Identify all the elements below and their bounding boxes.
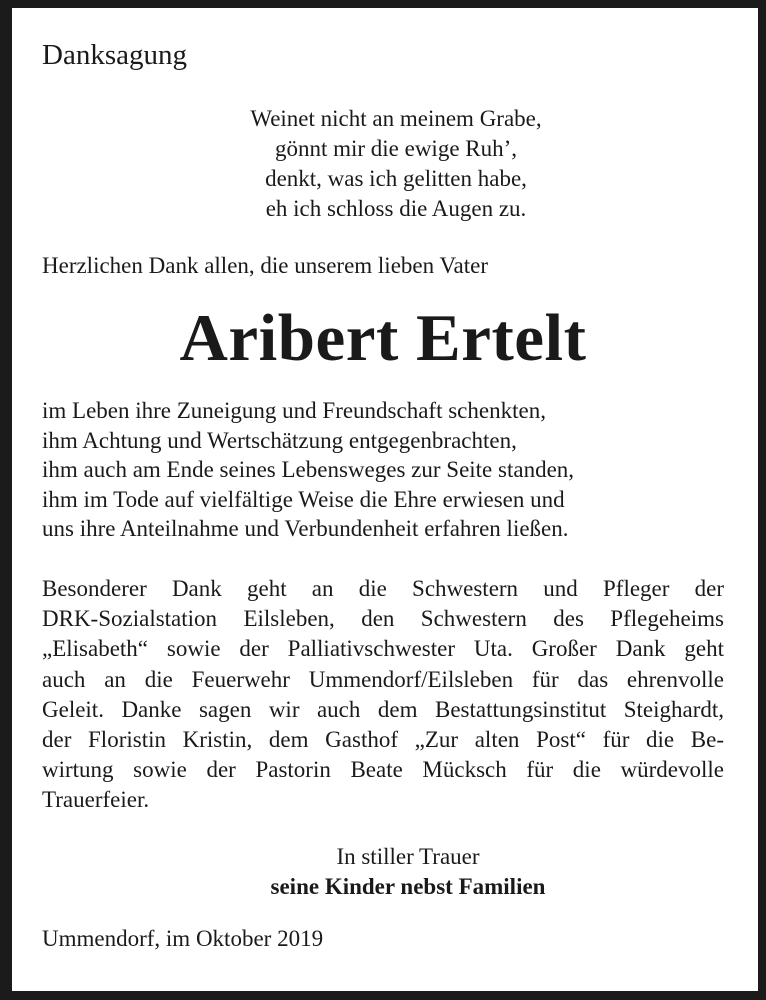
paragraph-line: wirtung sowie der Pastorin Beate Mücksch für die würdevolle <box>42 757 724 783</box>
paragraph-line: ihm Achtung und Wertschätzung entgegenbrachten, <box>42 427 517 453</box>
signature: seine Kinder nebst Familien <box>270 874 546 899</box>
paragraph-line: DRK-Sozialstation Eilsleben, den Schwestern des Pflegeheims <box>42 606 724 632</box>
paragraph-line: Geleit. Danke sagen wir auch dem Bestattungsinstitut Steighardt, <box>42 696 724 722</box>
paragraph-line: ihm im Tode auf vielfältige Weise die Ehre erwiesen und <box>42 486 565 512</box>
poem-line: Weinet nicht an meinem Grabe, <box>250 106 542 131</box>
closing-block <box>42 842 724 902</box>
deceased-name: Aribert Ertelt <box>179 301 587 375</box>
poem-line: gönnt mir die ewige Ruh’, <box>274 136 518 161</box>
paragraph-line: ihm auch am Ende seines Lebensweges zur Seite standen, <box>42 457 575 482</box>
paragraph-line: Besonderer Dank geht an die Schwestern und Pfleger der <box>42 576 724 601</box>
paragraph-line: „Elisabeth“ sowie der Palliativschwester Uta. Großer Dank geht <box>42 636 724 662</box>
poem <box>42 104 724 224</box>
thanks-paragraph <box>42 396 724 544</box>
special-thanks-paragraph <box>42 574 724 816</box>
paragraph-line: im Leben ihre Zuneigung und Freundschaft schenkten, <box>42 398 546 423</box>
paragraph-line: uns ihre Anteilnahme und Verbundenheit erfahren ließen. <box>42 516 569 541</box>
poem-line: denkt, was ich gelitten habe, <box>265 166 527 191</box>
notice-heading: Danksagung <box>42 39 187 71</box>
intro-text: Herzlichen Dank allen, die unserem lieben Vater <box>42 253 488 278</box>
paragraph-line: auch an die Feuerwehr Ummendorf/Eilsleben für das ehrenvolle <box>42 666 724 692</box>
place-date: Ummendorf, im Oktober 2019 <box>42 926 324 951</box>
poem-line: eh ich schloss die Augen zu. <box>265 196 527 221</box>
closing-line: In stiller Trauer <box>336 844 480 869</box>
paragraph-line: Trauerfeier. <box>42 787 150 813</box>
paragraph-line: der Floristin Kristin, dem Gasthof „Zur alten Post“ für die Be- <box>42 727 724 753</box>
